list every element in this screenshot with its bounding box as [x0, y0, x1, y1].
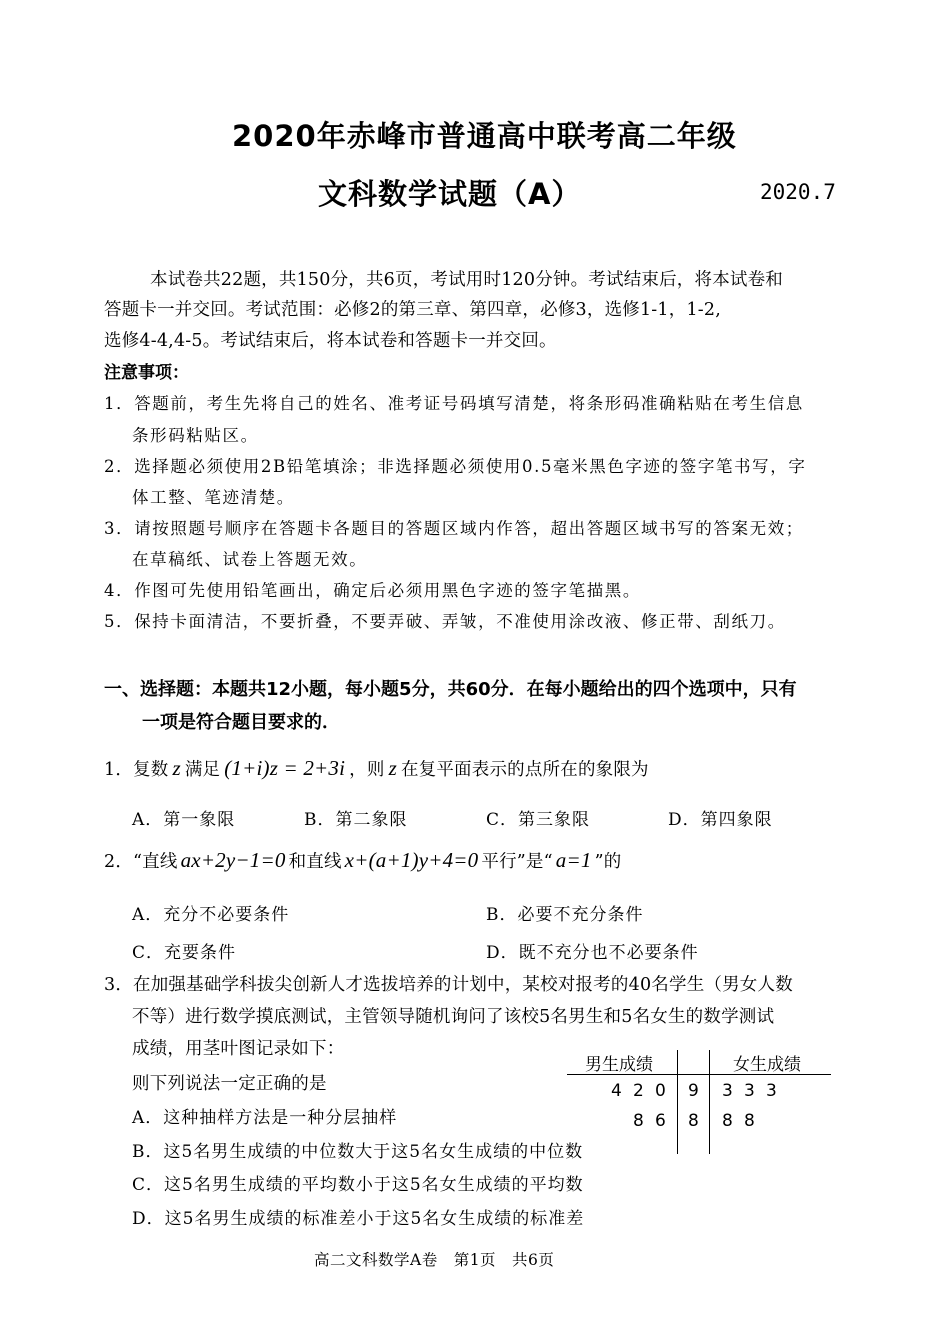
q3-option-b: B．这5名男生成绩的中位数大于这5名女生成绩的中位数: [132, 1142, 584, 1162]
female-leaf: 3: [766, 1081, 777, 1101]
q3-line-1: 3．在加强基础学科拔尖创新人才选拔培养的计划中，某校对报考的40名学生（男女人数: [104, 975, 793, 995]
note-1-line-1: 1．答题前，考生先将自己的姓名、准考证号码填写清楚，将条形码准确粘贴在考生信息: [104, 394, 804, 413]
q3-line-3: 成绩，用茎叶图记录如下：: [132, 1039, 345, 1059]
q2-option-b: B．必要不充分条件: [486, 905, 644, 925]
exam-date: 2020.7: [760, 180, 836, 204]
note-3-line-1: 3．请按照题号顺序在答题卡各题目的答题区域内作答，超出答题区域书写的答案无效；: [104, 519, 804, 538]
q1-option-b: B．第二象限: [304, 810, 408, 830]
header-divider: [567, 1074, 831, 1075]
male-leaf: 4: [611, 1081, 622, 1101]
intro-line-3: 选修4-4,4-5。考试结束后，将本试卷和答题卡一并交回。: [104, 331, 557, 351]
right-divider: [709, 1050, 710, 1154]
section-1-heading-line-2: 一项是符合题目要求的．: [142, 712, 340, 733]
q2-prefix: 2．“直线: [104, 852, 178, 872]
q2-option-a: A．充分不必要条件: [132, 905, 290, 925]
q2-line-b: x+(a+1)y+4=0: [344, 848, 479, 872]
exam-title: 2020年赤峰市普通高中联考高二年级: [232, 119, 737, 153]
q1-mid: 满足: [184, 760, 221, 780]
female-leaf: 8: [744, 1111, 755, 1131]
q3-line-2: 不等）进行数学摸底测试，主管领导随机询问了该校5名男生和5名女生的数学测试: [132, 1007, 775, 1027]
note-2-line-2: 体工整、笔迹清楚。: [132, 488, 295, 507]
stem-value: 8: [688, 1111, 699, 1131]
section-1-heading-line-1: 一、选择题：本题共12小题，每小题5分，共60分．在每小题给出的四个选项中，只有: [104, 679, 797, 700]
note-4: 4．作图可先使用铅笔画出，确定后必须用黑色字迹的签字笔描黑。: [104, 581, 641, 600]
stem-value: 9: [688, 1081, 699, 1101]
notes-heading: 注意事项：: [104, 363, 189, 383]
q3-option-d: D．这5名男生成绩的标准差小于这5名女生成绩的标准差: [132, 1209, 585, 1229]
q2-mid: 和直线: [288, 852, 342, 872]
male-scores-header: 男生成绩: [585, 1055, 653, 1075]
q1-option-c: C．第三象限: [486, 810, 591, 830]
q1-option-d: D．第四象限: [668, 810, 773, 830]
q1-option-a: A．第一象限: [132, 810, 236, 830]
male-leaf: 0: [655, 1081, 666, 1101]
intro-line-1: 本试卷共22题，共150分，共6页，考试用时120分钟。考试结束后，将本试卷和: [150, 270, 784, 290]
page-footer: 高二文科数学A卷 第1页 共6页: [314, 1251, 555, 1269]
q1-prefix: 1．复数: [104, 760, 169, 780]
question-1-stem: [104, 756, 649, 781]
male-leaf: 2: [633, 1081, 644, 1101]
q2-option-c: C．充要条件: [132, 943, 237, 963]
female-leaf: 3: [744, 1081, 755, 1101]
female-leaf: 8: [722, 1111, 733, 1131]
male-leaf: 8: [633, 1111, 644, 1131]
note-2-line-1: 2．选择题必须使用2B铅笔填涂；非选择题必须使用0.5毫米黑色字迹的签字笔书写，字: [104, 457, 807, 476]
male-leaf: 6: [655, 1111, 666, 1131]
q2-condition: a=1: [555, 848, 592, 872]
note-3-line-2: 在草稿纸、试卷上答题无效。: [132, 550, 368, 569]
q3-option-c: C．这5名男生成绩的平均数小于这5名女生成绩的平均数: [132, 1175, 584, 1195]
q2-end: ”的: [594, 852, 622, 872]
question-2-stem: [104, 848, 621, 873]
exam-subtitle: 文科数学试题（A）: [318, 177, 582, 211]
q1-post-a: ，则: [349, 760, 385, 780]
note-5: 5．保持卡面清洁，不要折叠，不要弄破、弄皱，不准使用涂改液、修正带、刮纸刀。: [104, 612, 786, 631]
q2-option-d: D．既不充分也不必要条件: [486, 943, 699, 963]
intro-line-2: 答题卡一并交回。考试范围：必修2的第三章、第四章，必修3，选修1-1，1-2,: [104, 300, 721, 320]
note-1-line-2: 条形码粘贴区。: [132, 426, 259, 445]
q1-variable-z-2: z: [388, 756, 397, 780]
stem-leaf-plot: [563, 1048, 831, 1158]
female-leaf: 3: [722, 1081, 733, 1101]
q1-post-b: 在复平面表示的点所在的象限为: [400, 760, 649, 780]
q2-line-a: ax+2y−1=0: [180, 848, 286, 872]
q3-line-4: 则下列说法一定正确的是: [132, 1074, 327, 1094]
female-scores-header: 女生成绩: [733, 1055, 801, 1075]
q2-post: 平行”是“: [481, 852, 553, 872]
q1-equation: (1+i)z = 2+3i: [224, 756, 346, 780]
q3-option-a: A．这种抽样方法是一种分层抽样: [132, 1108, 398, 1128]
left-divider: [677, 1050, 678, 1154]
q1-variable-z: z: [172, 756, 181, 780]
